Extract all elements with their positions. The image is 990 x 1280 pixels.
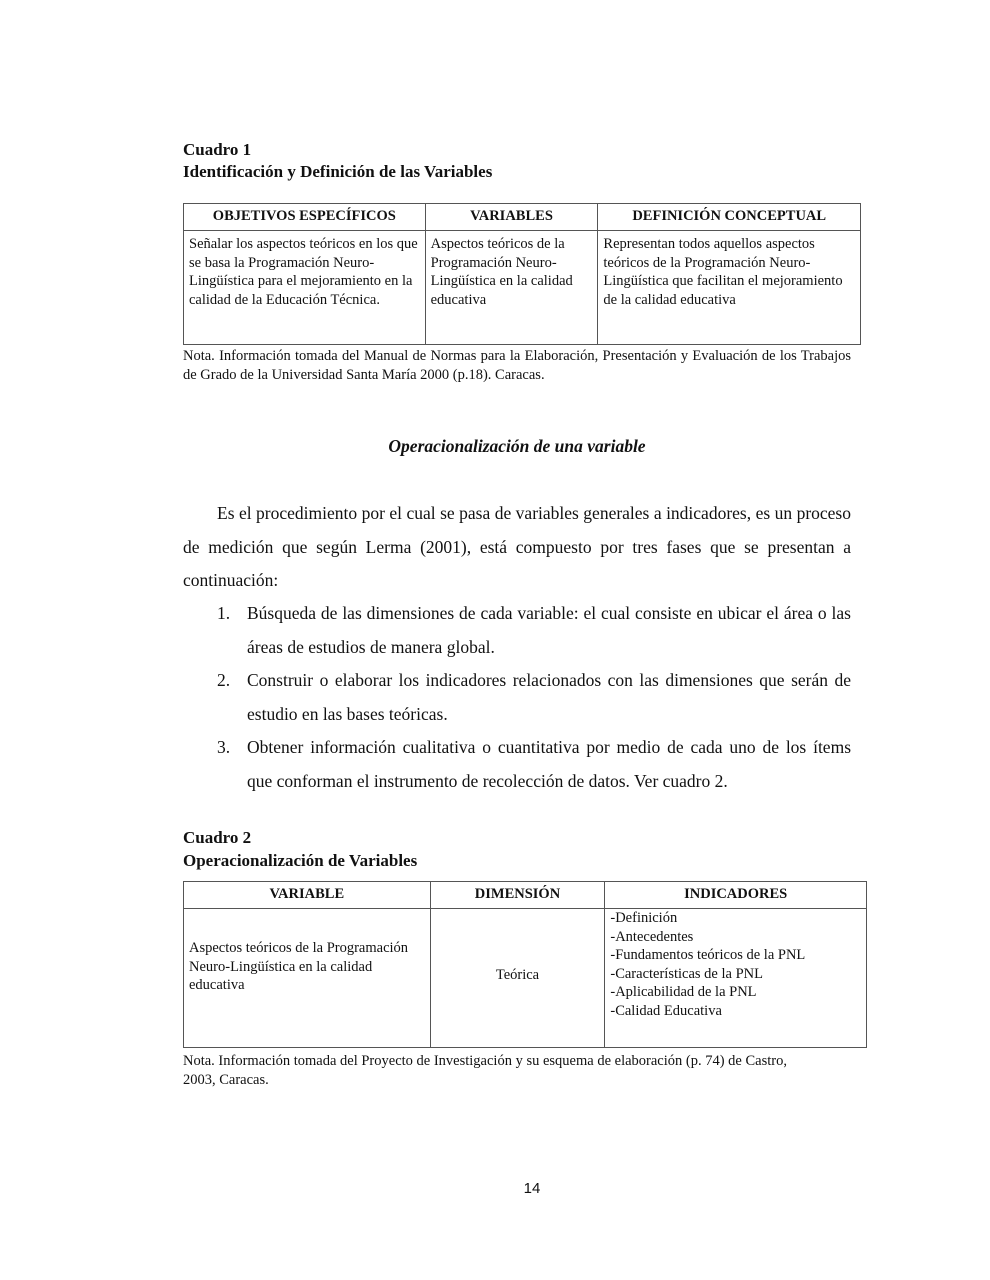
indicator-item: -Fundamentos teóricos de la PNL — [610, 947, 806, 963]
cuadro1-header-definicion: DEFINICIÓN CONCEPTUAL — [598, 204, 861, 231]
cuadro1-header-row — [184, 204, 861, 231]
cuadro1-cell-objetivo: Señalar los aspectos teóricos en los que se basa la Programación Neuro-Lingüística para el mejoramiento en la calidad de la Educación Técnica. — [184, 231, 426, 345]
cuadro1-table — [183, 203, 861, 345]
indicator-item: -Antecedentes — [610, 928, 694, 945]
cuadro2-cell-variable: Aspectos teóricos de la Programación Neuro-Lingüística en la calidad educativa — [184, 909, 431, 1048]
cuadro1-cell-definicion: Representan todos aquellos aspectos teóricos de la Programación Neuro-Lingüística que facilitan el mejoramiento de la calidad educativa — [598, 231, 861, 345]
step-number: 2. — [217, 670, 231, 690]
list-item — [183, 597, 851, 664]
indicator-item: -Calidad Educativa — [610, 1002, 722, 1019]
steps-list — [183, 597, 851, 798]
section-paragraph — [183, 497, 851, 598]
section-paragraph-text: Es el procedimiento por el cual se pasa de variables generales a indicadores, es un proceso de medición que según Lerma (2001), está compuesto por tres fases que se presentan a continuación: — [183, 503, 851, 590]
list-item — [183, 664, 851, 731]
step-text: Construir o elaborar los indicadores relacionados con las dimensiones que serán de estudio en las bases teóricas. — [247, 670, 851, 724]
cuadro2-header-dimension: DIMENSIÓN — [430, 882, 605, 909]
list-item — [183, 731, 851, 798]
cuadro2-note: Nota. Información tomada del Proyecto de Investigación y su esquema de elaboración (p. 74) de Castro, 2003, Caracas. — [183, 1053, 787, 1088]
page-number: 14 — [523, 1180, 541, 1197]
cuadro2-cell-indicadores — [605, 909, 867, 1048]
cuadro2-header-variable: VARIABLE — [184, 882, 431, 909]
step-text: Búsqueda de las dimensiones de cada variable: el cual consiste en ubicar el área o las áreas de estudios de manera global. — [247, 603, 851, 657]
indicator-item: -Aplicabilidad de la PNL — [610, 984, 757, 1000]
indicator-item: -Características de la PNL — [610, 965, 763, 982]
section-heading: Operacionalización de una variable — [388, 436, 646, 456]
step-number: 1. — [217, 603, 231, 623]
table-row — [184, 909, 867, 1048]
cuadro1-cell-variable: Aspectos teóricos de la Programación Neuro-Lingüística en la calidad educativa — [425, 231, 598, 345]
cuadro1-header-variables: VARIABLES — [425, 204, 598, 231]
indicator-item: -Definición — [610, 910, 678, 926]
step-text: Obtener información cualitativa o cuantitativa por medio de cada uno de los ítems que conforman el instrumento de recolección de datos. Ver cuadro 2. — [247, 737, 851, 791]
cuadro1-header-objetivos: OBJETIVOS ESPECÍFICOS — [184, 204, 426, 231]
table-row — [184, 231, 861, 345]
cuadro1-title: Identificación y Definición de las Variables — [183, 162, 493, 181]
cuadro1-note: Nota. Información tomada del Manual de Normas para la Elaboración, Presentación y Evaluación de los Trabajos de Grado de la Universidad Santa María 2000 (p.18). Caracas. — [183, 348, 851, 383]
cuadro1-number: Cuadro 1 — [183, 140, 252, 159]
cuadro2-cell-dimension: Teórica — [430, 909, 605, 1048]
step-number: 3. — [217, 737, 231, 757]
cuadro2-table — [183, 881, 867, 1048]
cuadro2-header-indicadores: INDICADORES — [605, 882, 867, 909]
cuadro2-title: Operacionalización de Variables — [183, 851, 418, 870]
cuadro2-header-row — [184, 882, 867, 909]
cuadro2-number: Cuadro 2 — [183, 828, 252, 847]
